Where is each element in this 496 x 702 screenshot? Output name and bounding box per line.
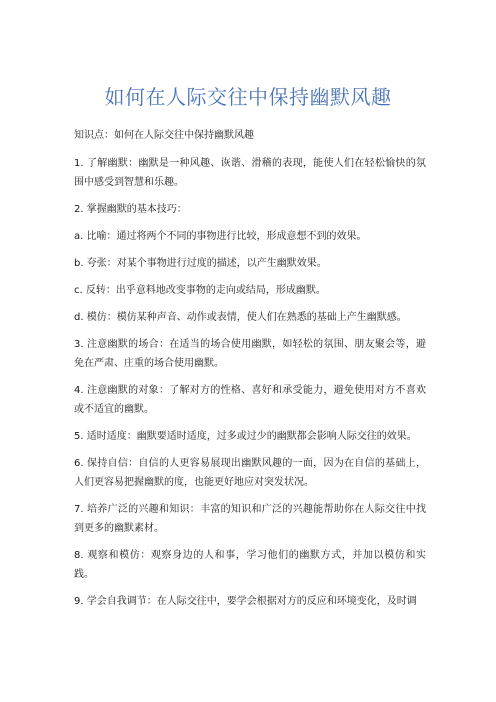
paragraph-basic-techniques: 2. 掌握幽默的基本技巧：	[74, 204, 187, 215]
knowledge-point-line: 知识点：如何在人际交往中保持幽默风趣	[74, 130, 254, 141]
paragraph-self-adjust: 9. 学会自我调节：在人际交往中，要学会根据对方的反应和环境变化，及时调	[74, 596, 417, 607]
paragraph-moderation: 5. 适时适度：幽默要适时适度，过多或过少的幽默都会影响人际交往的效果。	[74, 431, 417, 442]
paragraph-reversal: c. 反转：出乎意料地改变事物的走向或结局，形成幽默。	[74, 285, 326, 296]
paragraph-exaggeration: b. 夸张：对某个事物进行过度的描述，以产生幽默效果。	[74, 258, 327, 269]
paragraph-occasion: 3. 注意幽默的场合：在适当的场合使用幽默，如轻松的氛围、朋友聚会等，避免在严肃、庄重的场合使用幽默。	[74, 339, 426, 369]
paragraph-observe-imitate: 8. 观察和模仿：观察身边的人和事，学习他们的幽默方式，并加以模仿和实践。	[74, 550, 426, 580]
paragraph-confidence: 6. 保持自信：自信的人更容易展现出幽默风趣的一面，因为在自信的基础上，人们更容易把握幽默的度，也能更好地应对突发状况。	[74, 458, 426, 488]
paragraph-imitation: d. 模仿：模仿某种声音、动作或表情，使人们在熟悉的基础上产生幽默感。	[74, 312, 407, 323]
paragraph-metaphor: a. 比喻：通过将两个不同的事物进行比较，形成意想不到的效果。	[74, 231, 367, 242]
document-body	[74, 126, 426, 619]
paragraph-understand-humor: 1. 了解幽默：幽默是一种风趣、诙谐、滑稽的表现，能使人们在轻松愉快的氛围中感受到智慧和乐趣。	[74, 158, 426, 188]
paragraph-audience: 4. 注意幽默的对象：了解对方的性格、喜好和承受能力，避免使用对方不喜欢或不适宜的幽默。	[74, 385, 426, 415]
paragraph-interests: 7. 培养广泛的兴趣和知识：丰富的知识和广泛的兴趣能帮助你在人际交往中找到更多的幽默素材。	[74, 504, 426, 534]
document-title: 如何在人际交往中保持幽默风趣	[104, 85, 392, 109]
